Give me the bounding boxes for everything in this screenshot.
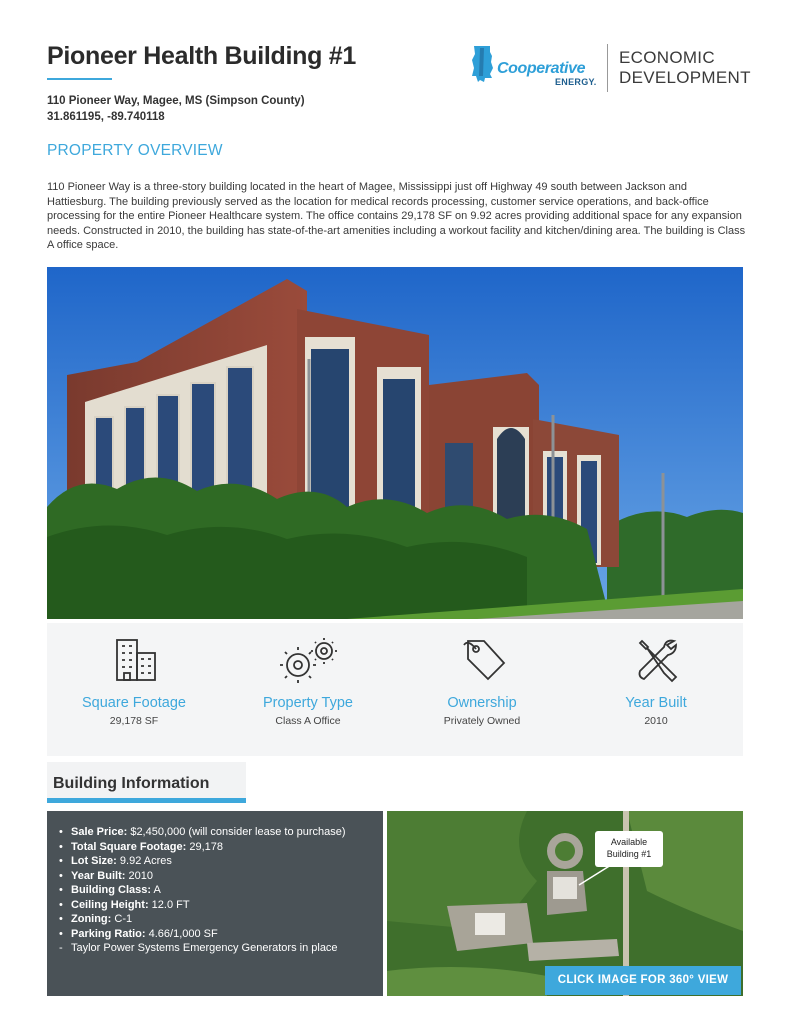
list-item — [59, 883, 377, 898]
item-value: 2010 — [125, 869, 153, 882]
building-info-tab — [47, 762, 246, 803]
aerial-map[interactable] — [387, 811, 743, 996]
gps-coordinates: 31.861195, -89.740118 — [47, 111, 165, 123]
list-item — [59, 825, 377, 840]
stat-label: Year Built — [625, 695, 687, 711]
page-title: Pioneer Health Building #1 — [47, 42, 356, 70]
gears-icon — [278, 637, 342, 683]
item-value: C-1 — [111, 913, 133, 925]
generator-note: - Taylor Power Systems Emergency Generators in place — [59, 941, 377, 956]
stat-label: Ownership — [447, 695, 517, 711]
stat-year-built — [569, 623, 743, 756]
item-value: 12.0 FT — [148, 898, 190, 911]
cooperative-energy-logo — [470, 44, 750, 94]
property-address — [47, 93, 305, 125]
item-value: $2,450,000 (will consider lease to purchase) — [127, 826, 346, 838]
building-info-accent-bar — [47, 798, 246, 803]
stat-value: 2010 — [644, 715, 668, 727]
price-tag-icon — [462, 637, 506, 683]
callout-pointer-icon — [575, 863, 615, 887]
stat-value: Class A Office — [275, 715, 341, 727]
logo-division-line1: ECONOMIC — [619, 48, 715, 67]
list-item — [59, 854, 377, 869]
mississippi-state-icon — [470, 46, 498, 86]
overview-text: 110 Pioneer Way is a three-story building located in the heart of Magee, Mississippi just off Highway 49 south between Jackson and Hattiesburg. The building previously served as the location for medical records processing, customer service operations, and back-office processing for the entire Pioneer Healthcare system. The office contains 29,178 SF on 9.92 acres providing additional space for any expansion needs. Constructed in 2010, the building has state-of-the-art amenities including a workout facility and kitchen/dining area. The building is Class A office space. — [47, 181, 746, 251]
item-value: 29,178 — [186, 840, 224, 853]
item-key: Parking Ratio: — [71, 927, 146, 940]
logo-brand-subtext: ENERGY. — [555, 77, 597, 87]
building-info-list — [59, 825, 377, 956]
list-item — [59, 912, 377, 927]
stat-square-footage — [47, 623, 221, 756]
item-key: Building Class: — [71, 884, 152, 896]
item-key: Year Built: — [71, 869, 126, 882]
stat-value: 29,178 SF — [109, 715, 159, 727]
property-stats — [47, 623, 743, 756]
callout-line1: Available — [610, 837, 648, 847]
item-key: Lot Size: — [71, 855, 117, 867]
item-value: 4.66/1,000 SF — [145, 927, 218, 940]
logo-division-line2: DEVELOPMENT — [619, 68, 751, 87]
tools-icon — [636, 637, 680, 683]
logo-divider — [607, 44, 608, 92]
stat-value: Privately Owned — [443, 715, 521, 727]
list-item — [59, 840, 377, 855]
item-key: Total Square Footage: — [71, 840, 187, 853]
item-key: Sale Price: — [71, 826, 128, 838]
list-item — [59, 898, 377, 913]
building-info-panel — [47, 811, 383, 996]
stat-label: Square Footage — [82, 695, 186, 711]
item-key: Zoning: — [71, 913, 112, 925]
item-value: A — [151, 884, 161, 896]
item-key: Ceiling Height: — [71, 898, 149, 911]
view-360-button[interactable]: CLICK IMAGE FOR 360° VIEW — [545, 966, 741, 995]
callout-line2: Building #1 — [606, 849, 652, 859]
building-icon — [114, 637, 158, 683]
item-value: 9.92 Acres — [116, 855, 172, 867]
logo-brand-text: Cooperative — [497, 60, 586, 77]
building-photo — [47, 267, 743, 619]
available-building-callout — [595, 831, 663, 867]
stat-property-type — [221, 623, 395, 756]
list-item — [59, 927, 377, 942]
building-info-heading: Building Information — [53, 775, 210, 792]
list-item — [59, 869, 377, 884]
street-address: 110 Pioneer Way, Magee, MS (Simpson County) — [47, 95, 305, 107]
title-underline — [47, 78, 112, 80]
logo-division — [619, 48, 751, 88]
overview-heading: PROPERTY OVERVIEW — [47, 142, 223, 159]
stat-label: Property Type — [262, 695, 353, 711]
stat-ownership — [395, 623, 569, 756]
